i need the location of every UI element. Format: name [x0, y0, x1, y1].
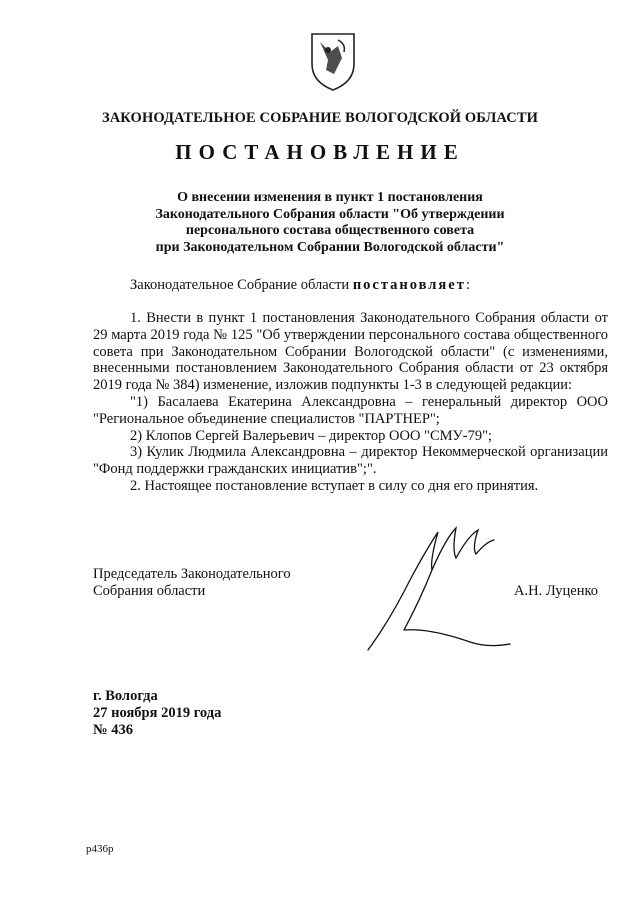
handwritten-signature: [360, 510, 520, 660]
title-line: при Законодательном Собрании Вологодской области": [155, 239, 505, 255]
subitem-2: 2) Клопов Сергей Валерьевич – директор ООО "СМУ-79";: [130, 427, 493, 444]
paragraph-2: 2. Настоящее постановление вступает в силу со дня его принятия.: [130, 477, 539, 494]
title-line: О внесении изменения в пункт 1 постановления: [177, 190, 483, 205]
document-number: № 436: [93, 722, 133, 738]
title-line: Законодательного Собрания области "Об утверждении: [155, 206, 505, 222]
document-code: р436р: [86, 843, 114, 855]
document-footer: [93, 688, 221, 739]
preamble: [130, 277, 470, 294]
city: г. Вологда: [93, 688, 158, 704]
signer-position-line: Собрания области: [93, 583, 206, 599]
preamble-emphasis: постановляет: [352, 277, 466, 293]
paragraph-1: 1. Внести в пункт 1 постановления Законодательного Собрания области от 29 марта 2019 года № 125 "Об утверждении персонального состава общественного совета при Законодательном Собрании Вологодской области" (с изменениями, внесенными постановлением Законодательного Собрания области от 23 октября 2019 года № 384) изменение, изложив подпункты 1-3 в следующей редакции:: [93, 310, 608, 394]
organization-name: ЗАКОНОДАТЕЛЬНОЕ СОБРАНИЕ ВОЛОГОДСКОЙ ОБЛАСТИ: [101, 110, 538, 126]
signer-name: А.Н. Луценко: [514, 583, 599, 599]
signer-position-line: Председатель Законодательного: [93, 566, 291, 582]
document-type: ПОСТАНОВЛЕНИЕ: [175, 140, 465, 164]
document-date: 27 ноября 2019 года: [93, 705, 222, 721]
document-title: [100, 190, 560, 256]
coat-of-arms-icon: [308, 30, 358, 92]
document-body: [93, 310, 608, 495]
title-line: персонального состава общественного совета: [185, 223, 475, 238]
signer-position: [93, 566, 291, 600]
preamble-suffix: :: [465, 277, 470, 293]
preamble-text: Законодательное Собрание области: [130, 277, 353, 293]
subitem-1: "1) Басалаева Екатерина Александровна – генеральный директор ООО "Региональное объединение специалистов "ПАРТНЕР";: [93, 393, 608, 427]
subitem-3: 3) Кулик Людмила Александровна – директор Некоммерческой организации "Фонд поддержки гражданских инициатив";".: [93, 444, 608, 478]
